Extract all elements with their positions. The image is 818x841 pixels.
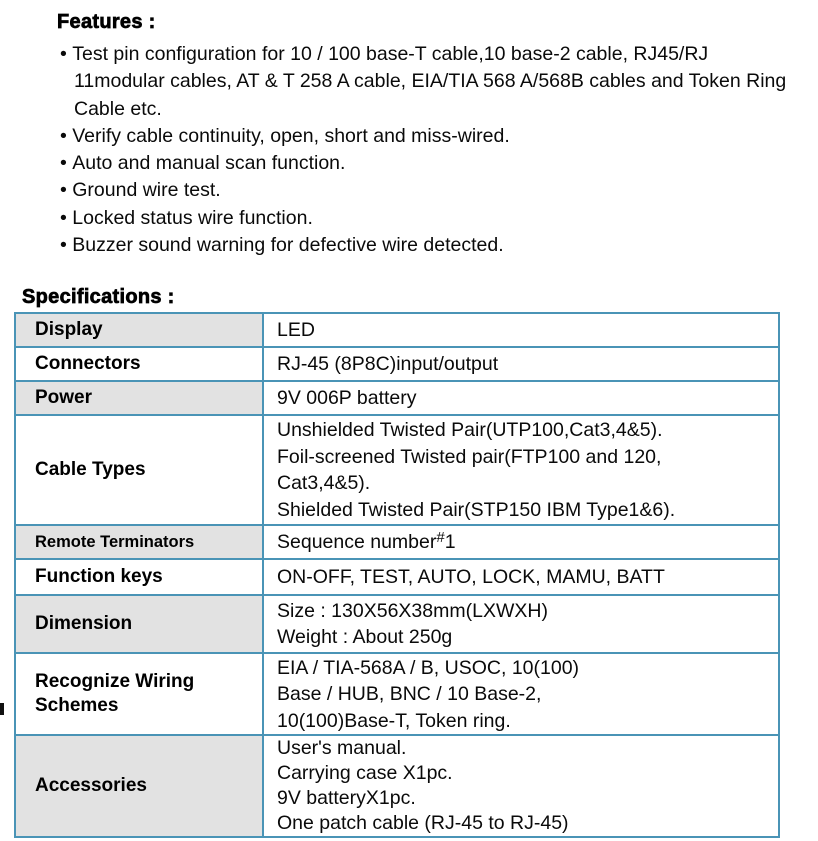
spec-value-line: One patch cable (RJ-45 to RJ-45): [277, 812, 569, 835]
spec-label-remote-terminators: Remote Terminators: [16, 526, 264, 558]
spec-value-line: Cat3,4&5).: [277, 472, 371, 495]
spec-label-recognize-wiring-schemes: Recognize Wiring Schemes: [16, 654, 264, 734]
spec-label-cable-types: Cable Types: [16, 416, 264, 524]
spec-value-line: Foil-screened Twisted pair(FTP100 and 120,: [277, 445, 662, 468]
spec-value-cable-types: [264, 416, 778, 524]
spec-value-line: Size : 130X56X38mm(LXWXH): [277, 599, 548, 622]
spec-value-line: [277, 529, 770, 556]
spec-label-connectors: Connectors: [16, 348, 264, 380]
feature-item: • Verify cable continuity, open, short and miss-wired.: [60, 123, 800, 150]
features-section: [0, 11, 818, 259]
features-list: [60, 41, 800, 259]
specifications-heading: Specifications :: [22, 286, 175, 309]
spec-value-function-keys: [264, 560, 778, 594]
spec-value-recognize-wiring-schemes: [264, 654, 778, 734]
spec-value-line: 9V 006P battery: [277, 387, 417, 410]
spec-value-remote-terminators: [264, 526, 778, 558]
spec-row-function-keys: [16, 560, 778, 596]
spec-value-line: 9V batteryX1pc.: [277, 787, 416, 810]
scan-edge-artifact: [0, 703, 4, 715]
spec-value-line: LED: [277, 319, 315, 342]
feature-item: • Locked status wire function.: [60, 205, 800, 232]
spec-label-power: Power: [16, 382, 264, 414]
spec-value-line: 10(100)Base-T, Token ring.: [277, 709, 511, 732]
spec-value-line: Unshielded Twisted Pair(UTP100,Cat3,4&5).: [277, 419, 663, 442]
spec-row-remote-terminators: [16, 526, 778, 560]
spec-label-display: Display: [16, 314, 264, 346]
spec-value-line: RJ-45 (8P8C)input/output: [277, 353, 499, 376]
superscript-hash: #: [436, 529, 445, 547]
spec-value-line: Base / HUB, BNC / 10 Base-2,: [277, 683, 542, 706]
spec-row-recognize-wiring-schemes: [16, 654, 778, 736]
features-heading: Features :: [57, 11, 156, 33]
spec-value-line: EIA / TIA-568A / B, USOC, 10(100): [277, 656, 580, 679]
spec-label-accessories: Accessories: [16, 736, 264, 836]
spec-row-power: [16, 382, 778, 416]
spec-row-accessories: [16, 736, 778, 836]
feature-item: • Buzzer sound warning for defective wire detected.: [60, 232, 800, 259]
specifications-section: [0, 286, 818, 838]
sequence-number-index: 1: [444, 531, 456, 554]
spec-value-line: Carrying case X1pc.: [277, 762, 453, 785]
spec-row-dimension: [16, 596, 778, 654]
feature-item: • Auto and manual scan function.: [60, 150, 800, 177]
spec-value-display: [264, 314, 778, 346]
specifications-table: [14, 312, 780, 838]
spec-label-function-keys: Function keys: [16, 560, 264, 594]
feature-item: • Test pin configuration for 10 / 100 base-T cable,10 base-2 cable, RJ45/RJ 11modular cables, AT & T 258 A cable, EIA/TIA 568 A/568B cables and Token Ring Cable etc.: [60, 41, 800, 123]
spec-value-line: Weight : About 250g: [277, 626, 453, 649]
spec-value-connectors: [264, 348, 778, 380]
spec-row-connectors: [16, 348, 778, 382]
spec-value-line: Shielded Twisted Pair(STP150 IBM Type1&6).: [277, 498, 676, 521]
feature-item: • Ground wire test.: [60, 177, 800, 204]
spec-label-dimension: Dimension: [16, 596, 264, 652]
spec-value-accessories: [264, 736, 778, 836]
sequence-number-text: Sequence number: [277, 531, 437, 554]
spec-value-line: ON-OFF, TEST, AUTO, LOCK, MAMU, BATT: [277, 566, 665, 589]
spec-value-line: User's manual.: [277, 737, 407, 760]
spec-value-power: [264, 382, 778, 414]
spec-row-cable-types: [16, 416, 778, 526]
spec-value-dimension: [264, 596, 778, 652]
spec-row-display: [16, 314, 778, 348]
